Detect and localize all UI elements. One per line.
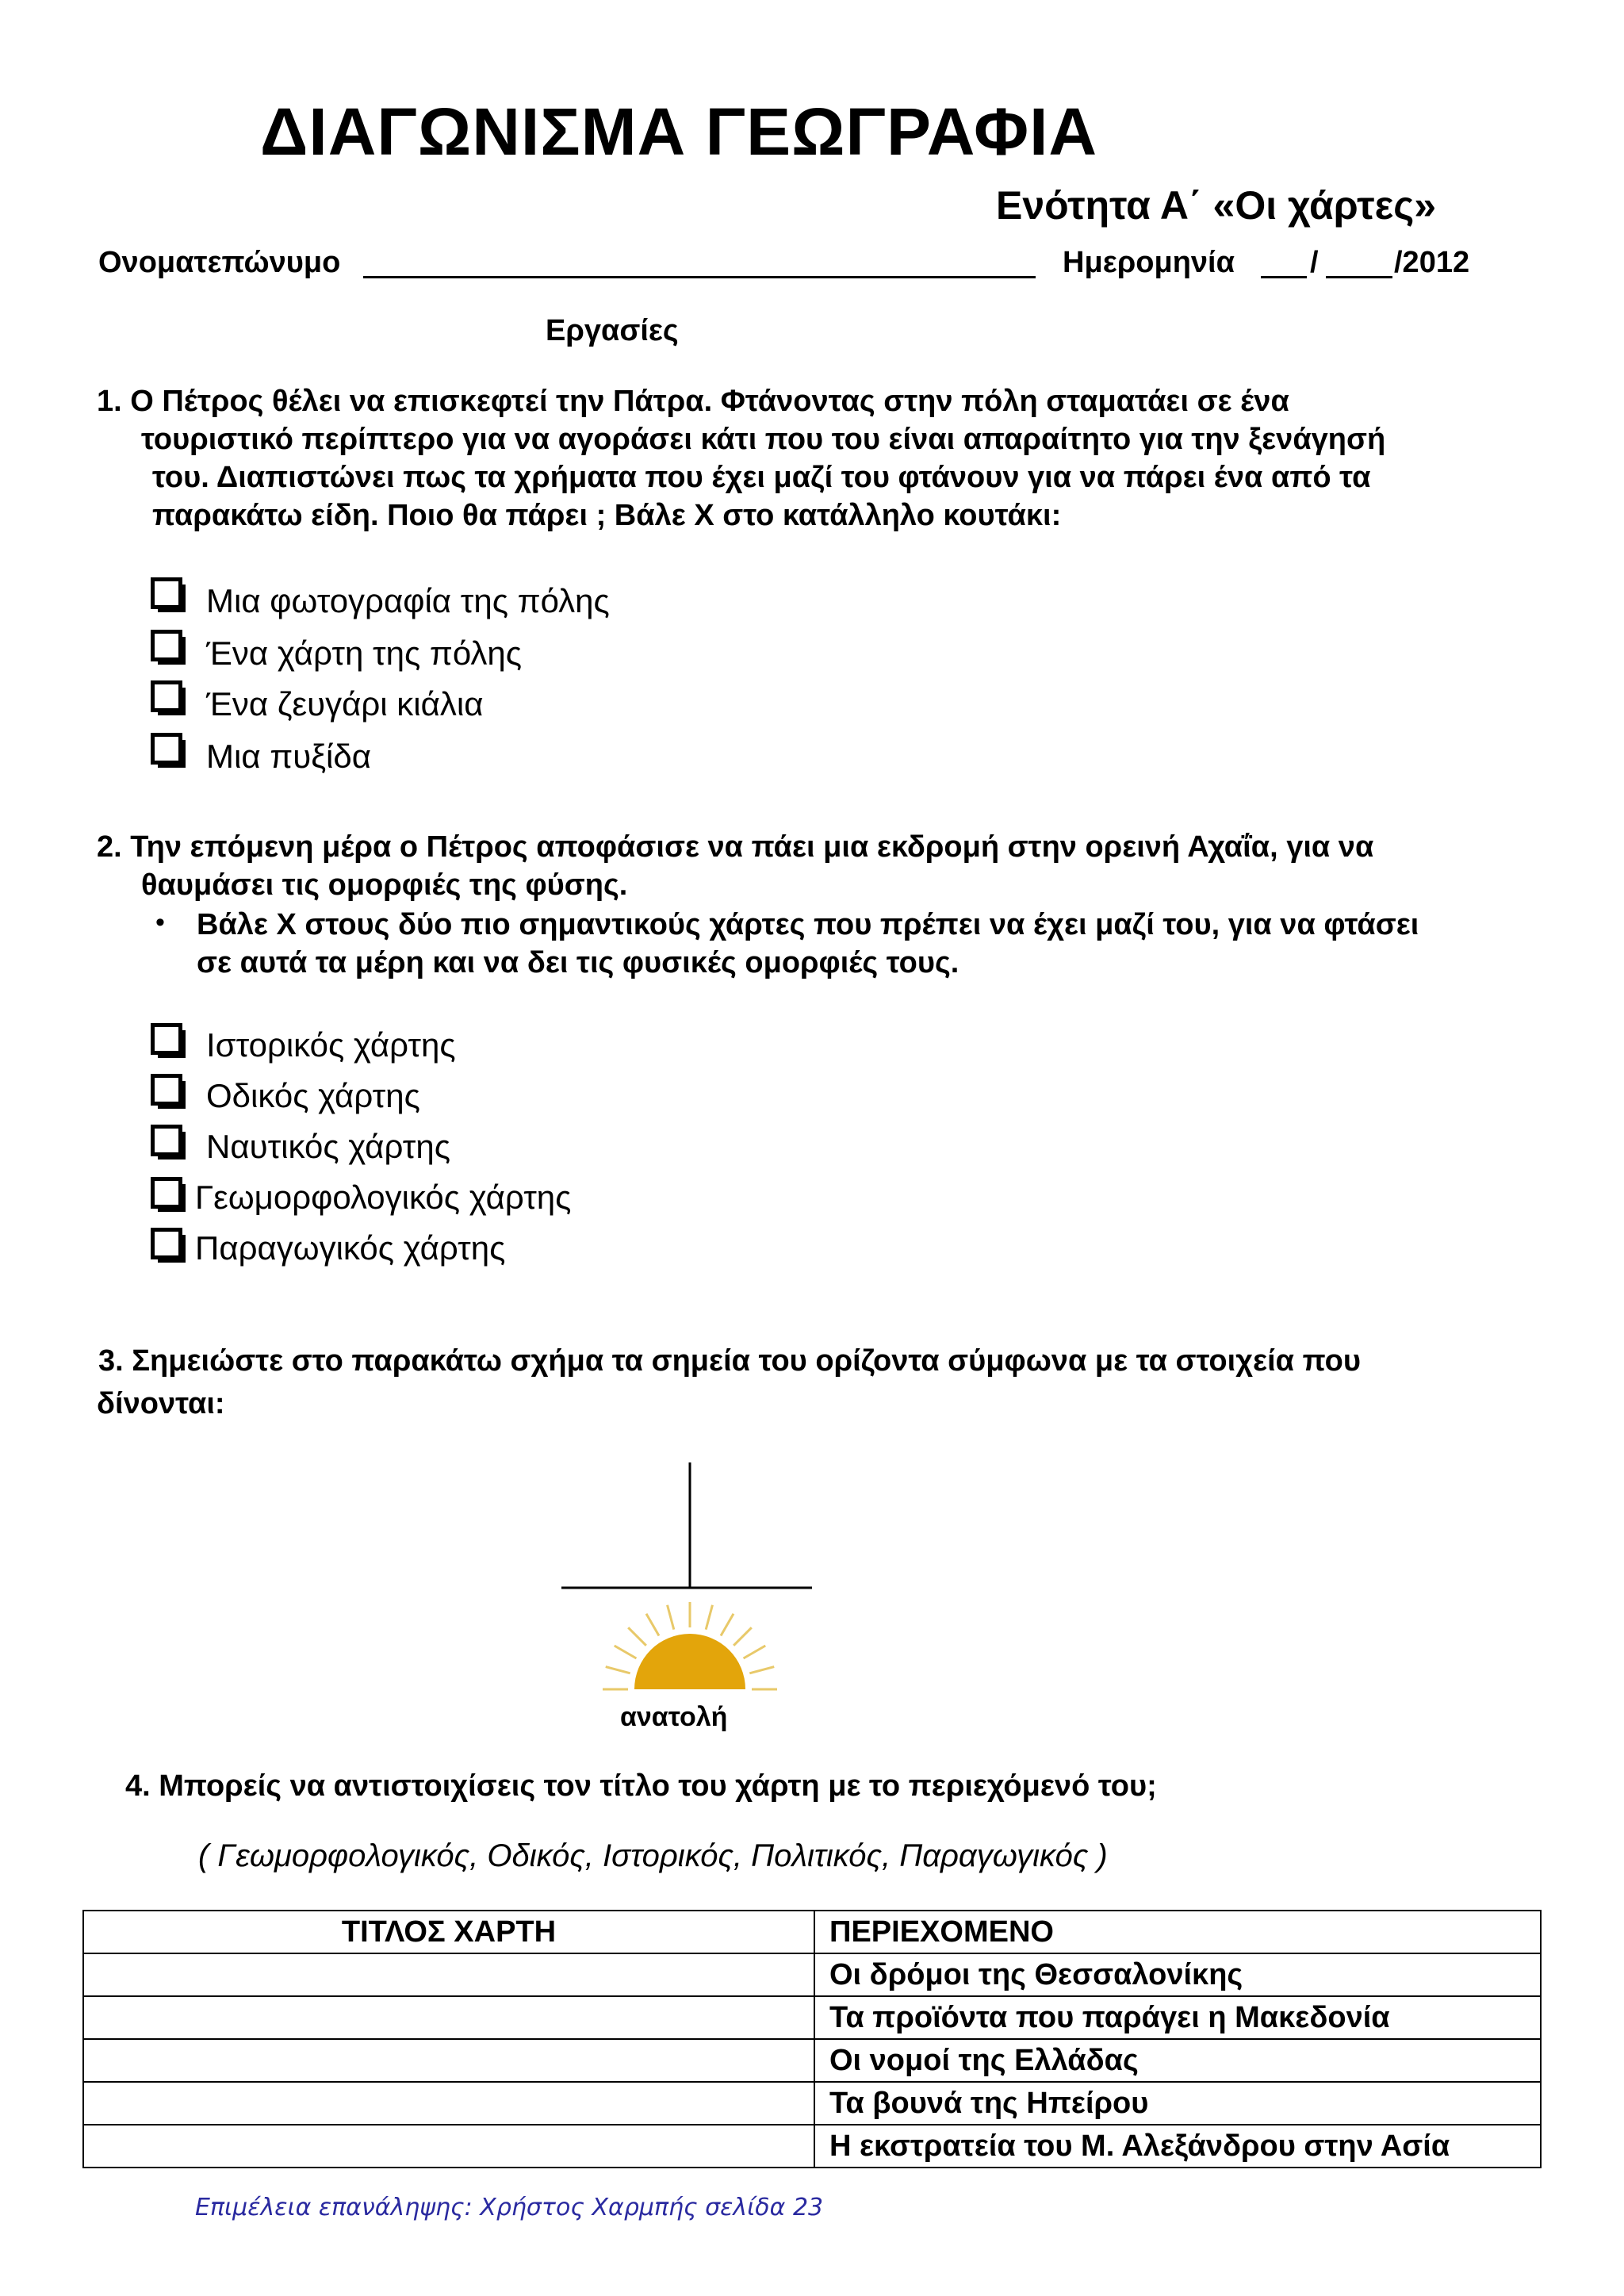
title-cell-2[interactable] <box>83 1996 814 2039</box>
q1-option-1: Μια φωτογραφία της πόλης <box>206 582 610 619</box>
date-year: /2012 <box>1394 246 1470 279</box>
sun-ray <box>628 1627 646 1646</box>
q1-line-4: παρακάτω είδη. Ποιο θα πάρει ; Βάλε Χ στο κατάλληλο κουτάκι: <box>152 499 1062 532</box>
matching-table <box>82 1910 1542 2168</box>
q3-line-2: δίνονται: <box>97 1387 225 1420</box>
content-cell-2: Τα προϊόντα που παράγει η Μακεδονία <box>814 1996 1541 2039</box>
q1-checkbox-1[interactable] <box>151 577 182 609</box>
q2-option-5: Παραγωγικός χάρτης <box>195 1229 506 1267</box>
q1-option-4: Μια πυξίδα <box>206 738 372 775</box>
sun-ray <box>615 1646 637 1658</box>
sun-ray <box>744 1646 766 1658</box>
q1-line-2: τουριστικό περίπτερο για να αγοράσει κάτι που του είναι απαραίτητο για την ξενάγησή <box>141 423 1386 456</box>
bullet-icon: • <box>155 907 165 937</box>
table-row <box>83 1953 1541 1996</box>
q2-bullet-line-2: σε αυτά τα μέρη και να δει τις φυσικές ομορφιές τους. <box>197 946 959 979</box>
q2-option-4: Γεωμορφολογικός χάρτης <box>195 1179 572 1216</box>
content-cell-1: Οι δρόμοι της Θεσσαλονίκης <box>814 1953 1541 1996</box>
table-row <box>83 2125 1541 2168</box>
q2-checkbox-1[interactable] <box>151 1023 182 1055</box>
content-cell-5: Η εκστρατεία του Μ. Αλεξάνδρου στην Ασία <box>814 2125 1541 2168</box>
q2-option-1: Ιστορικός χάρτης <box>206 1026 456 1064</box>
sun-label: ανατολή <box>620 1702 728 1732</box>
date-separator: / <box>1310 246 1319 279</box>
sun-icon <box>634 1634 745 1689</box>
q1-line-1: 1. Ο Πέτρος θέλει να επισκεφτεί την Πάτρα. Φτάνοντας στην πόλη σταματάει σε ένα <box>97 385 1289 418</box>
q4-choices: ( Γεωμορφολογικός, Οδικός, Ιστορικός, Πολιτικός, Παραγωγικός ) <box>198 1838 1108 1873</box>
q2-checkbox-5[interactable] <box>151 1228 182 1259</box>
sun-ray <box>749 1667 774 1673</box>
q4-line: 4. Μπορείς να αντιστοιχίσεις τον τίτλο του χάρτη με το περιεχόμενό του; <box>125 1769 1157 1803</box>
q2-checkbox-4[interactable] <box>151 1177 182 1209</box>
q2-line-2: θαυμάσει τις ομορφιές της φύσης. <box>141 868 628 902</box>
title-cell-4[interactable] <box>83 2082 814 2125</box>
title-cell-3[interactable] <box>83 2039 814 2082</box>
table-row <box>83 1996 1541 2039</box>
title-cell-5[interactable] <box>83 2125 814 2168</box>
sun-ray <box>721 1614 733 1636</box>
q2-bullet-line-1: Βάλε Χ στους δύο πιο σημαντικούς χάρτες που πρέπει να έχει μαζί του, για να φτάσει <box>197 908 1419 941</box>
q1-checkbox-2[interactable] <box>151 630 182 661</box>
unit-title: Ενότητα Α΄ «Οι χάρτες» <box>996 183 1437 228</box>
date-day-field[interactable] <box>1261 276 1307 278</box>
table-header-row <box>83 1911 1541 1953</box>
content-cell-4: Τα βουνά της Ηπείρου <box>814 2082 1541 2125</box>
content-cell-3: Οι νομοί της Ελλάδας <box>814 2039 1541 2082</box>
q1-option-2: Ένα χάρτη της πόλης <box>206 634 522 672</box>
sun-ray <box>646 1614 659 1636</box>
q1-checkbox-3[interactable] <box>151 680 182 712</box>
title-cell-1[interactable] <box>83 1953 814 1996</box>
sun-ray <box>606 1667 630 1673</box>
q1-checkbox-4[interactable] <box>151 733 182 765</box>
footer-note: Επιμέλεια επανάληψης: Χρήστος Χαρμπής σελίδα 23 <box>195 2194 824 2221</box>
q2-option-3: Ναυτικός χάρτης <box>206 1128 450 1165</box>
section-title: Εργασίες <box>546 314 679 347</box>
q2-line-1: 2. Την επόμενη μέρα ο Πέτρος αποφάσισε να πάει μια εκδρομή στην ορεινή Αχαΐα, για να <box>97 830 1374 864</box>
q2-checkbox-3[interactable] <box>151 1125 182 1156</box>
header-title: ΤΙΤΛΟΣ ΧΑΡΤΗ <box>83 1911 814 1953</box>
sun-ray <box>668 1605 674 1630</box>
date-month-field[interactable] <box>1326 276 1392 278</box>
q2-checkbox-2[interactable] <box>151 1074 182 1106</box>
page-title: ΔΙΑΓΩΝΙΣΜΑ ΓΕΩΓΡΑΦΙΑ <box>260 94 1098 169</box>
sun-ray <box>706 1605 712 1630</box>
q1-option-3: Ένα ζευγάρι κιάλια <box>206 685 484 723</box>
sun-ray <box>733 1627 752 1646</box>
table-row <box>83 2039 1541 2082</box>
header-content: ΠΕΡΙΕΧΟΜΕΝΟ <box>814 1911 1541 1953</box>
q1-line-3: του. Διαπιστώνει πως τα χρήματα που έχει μαζί του φτάνουν για να πάρει ένα από τα <box>152 461 1371 494</box>
horizon-diagram <box>555 1459 825 1705</box>
date-label: Ημερομηνία <box>1063 246 1235 279</box>
q2-option-2: Οδικός χάρτης <box>206 1077 420 1114</box>
name-field[interactable] <box>363 276 1036 278</box>
name-label: Ονοματεπώνυμο <box>98 246 341 279</box>
table-row <box>83 2082 1541 2125</box>
q3-line-1: 3. Σημειώστε στο παρακάτω σχήμα τα σημεία του ορίζοντα σύμφωνα με τα στοιχεία που <box>98 1344 1361 1378</box>
